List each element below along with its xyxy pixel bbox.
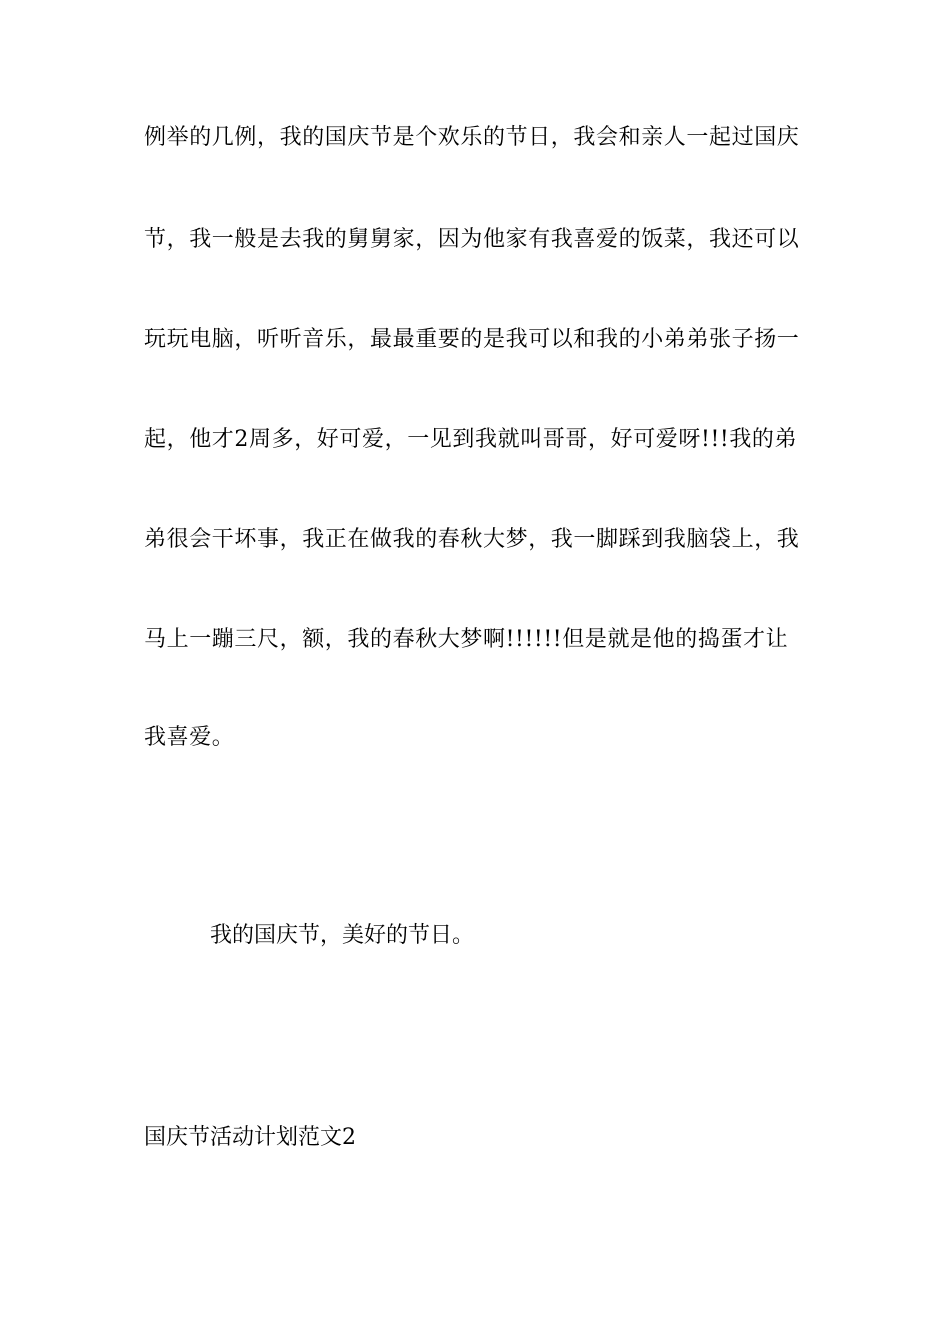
paragraph-line: 我喜爱。 <box>144 725 235 750</box>
section-heading: 国庆节活动计划范文2 <box>144 1125 356 1150</box>
paragraph-line: 马上一蹦三尺，额，我的春秋大梦啊!!!!!!但是就是他的捣蛋才让 <box>144 627 789 652</box>
paragraph-line: 弟很会干坏事，我正在做我的春秋大梦，我一脚踩到我脑袋上，我 <box>144 527 800 552</box>
paragraph-line: 起，他才2周多，好可爱，一见到我就叫哥哥，好可爱呀!!!我的弟 <box>144 427 798 452</box>
paragraph-line: 例举的几例，我的国庆节是个欢乐的节日，我会和亲人一起过国庆 <box>144 125 800 150</box>
paragraph-line: 节，我一般是去我的舅舅家，因为他家有我喜爱的饭菜，我还可以 <box>144 227 800 252</box>
closing-sentence: 我的国庆节，美好的节日。 <box>210 923 475 948</box>
paragraph-line: 玩玩电脑，听听音乐，最最重要的是我可以和我的小弟弟张子扬一 <box>144 327 800 352</box>
